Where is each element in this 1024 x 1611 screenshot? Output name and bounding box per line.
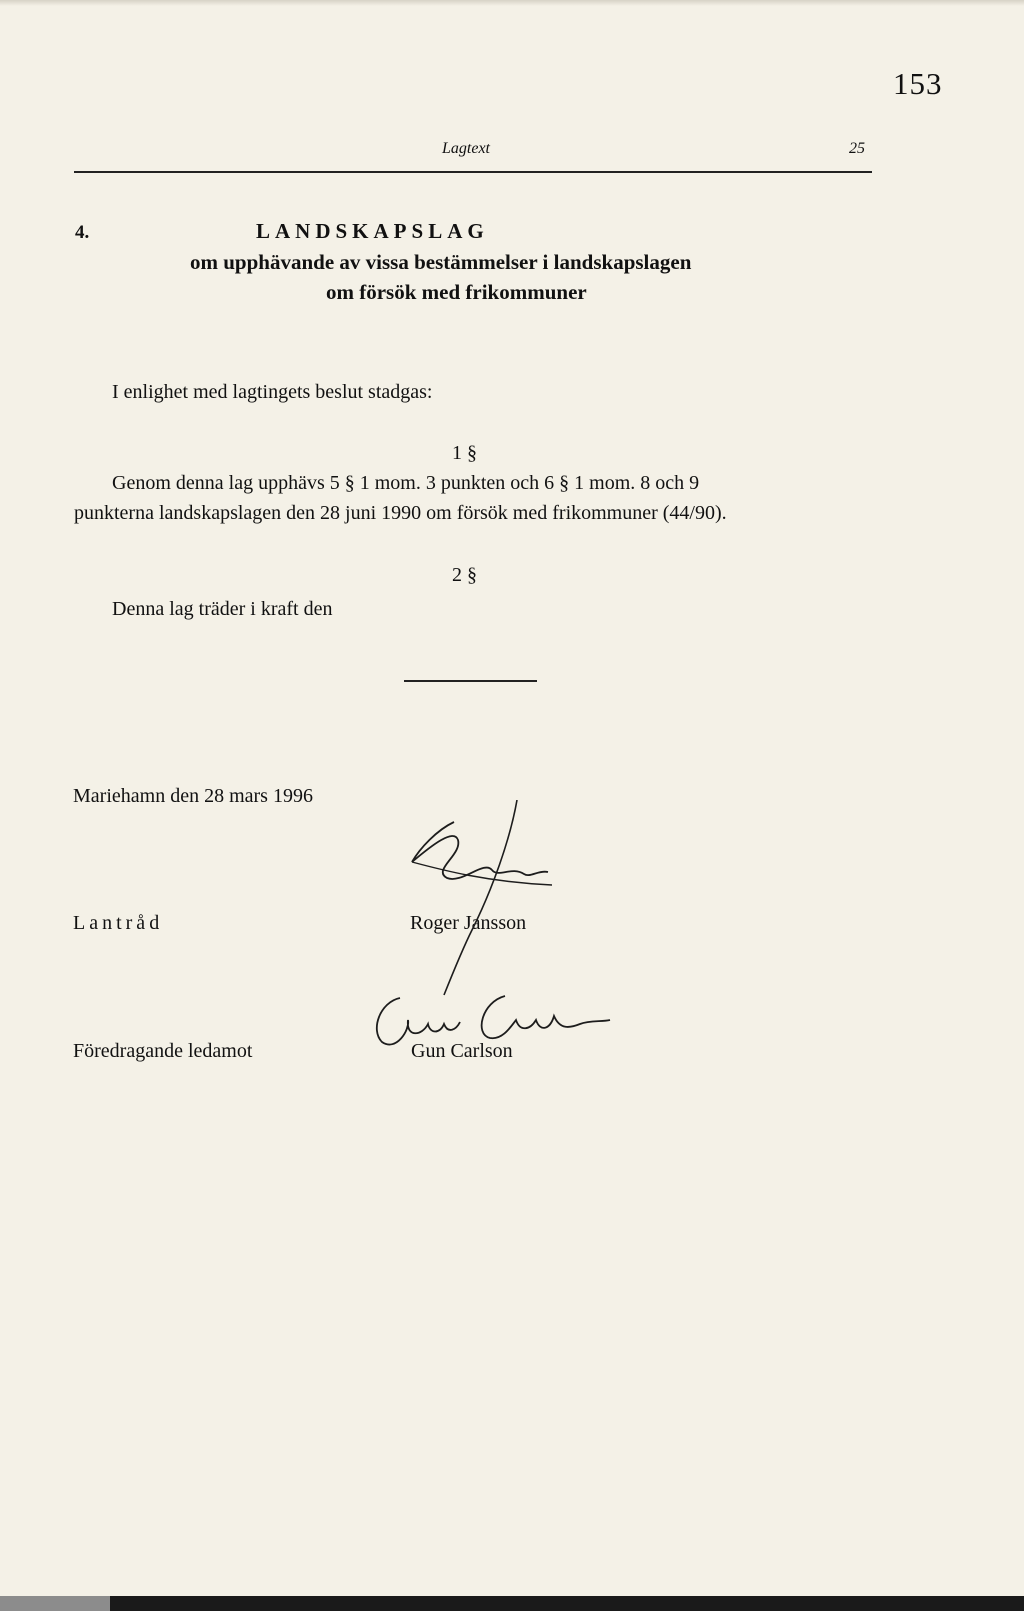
header-rule [74, 171, 872, 173]
signer-name-1: Roger Jansson [410, 912, 527, 934]
law-title-line-1: om upphävande av vissa bestämmelser i landskapslagen [190, 250, 692, 274]
role-foredragande-label: Föredragande ledamot [73, 1040, 253, 1062]
scan-edge-bottom [0, 1596, 1024, 1611]
running-head: Lagtext [442, 140, 490, 157]
role-lantrad-label: Lantråd [73, 912, 164, 934]
paragraph-1-mark: 1 § [452, 442, 477, 464]
paragraph-1-line-1: Genom denna lag upphävs 5 § 1 mom. 3 punkten och 6 § 1 mom. 8 och 9 [112, 472, 700, 494]
page-number: 153 [893, 66, 943, 101]
signer-name-2: Gun Carlson [411, 1040, 513, 1062]
law-title-line-2: om försök med frikommuner [326, 280, 587, 304]
section-number: 4. [75, 222, 90, 243]
paragraph-2-mark: 2 § [452, 564, 477, 586]
paragraph-2-text: Denna lag träder i kraft den [112, 598, 333, 620]
handwritten-signature-2 [370, 990, 640, 1060]
running-page-number: 25 [849, 140, 865, 157]
scan-edge-bottom-light [0, 1596, 110, 1611]
end-rule [404, 680, 537, 682]
preamble: I enlighet med lagtingets beslut stadgas: [112, 381, 433, 403]
law-heading: LANDSKAPSLAG [256, 219, 489, 243]
scan-edge-top [0, 0, 1024, 6]
place-date: Mariehamn den 28 mars 1996 [73, 785, 313, 807]
handwritten-signature-1 [392, 800, 552, 1000]
paragraph-1-line-2: punkterna landskapslagen den 28 juni 1990 om försök med frikommuner (44/90). [74, 502, 727, 524]
